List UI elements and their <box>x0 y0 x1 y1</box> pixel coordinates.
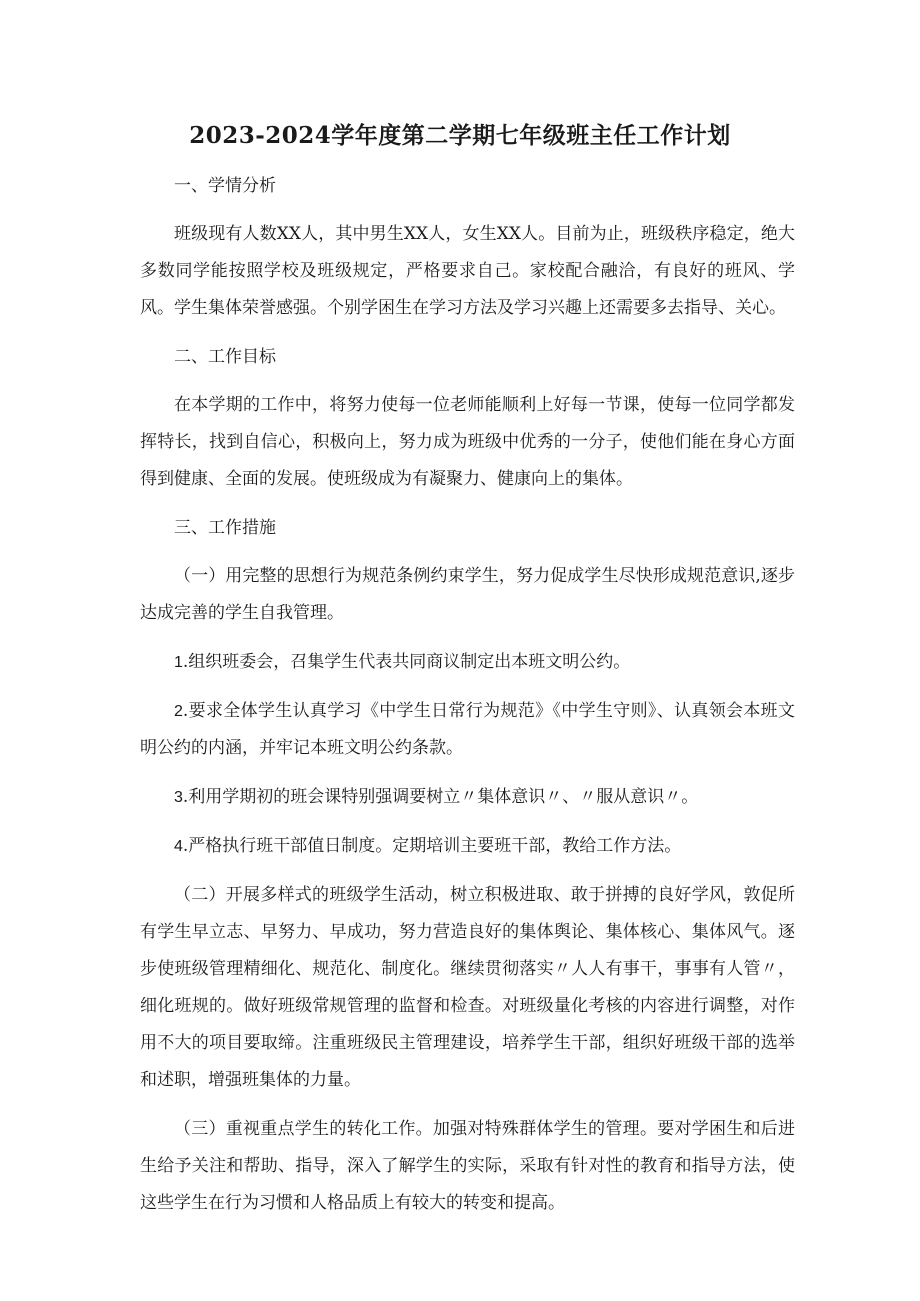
list-item <box>140 779 795 816</box>
list-item-text: .利用学期初的班会课特别强调要树立〃集体意识〃、〃服从意识〃。 <box>182 787 699 807</box>
list-item <box>140 644 795 681</box>
list-item-number: 3 <box>174 789 183 806</box>
section-paragraph-goals: 在本学期的工作中，将努力使每一位老师能顺利上好每一节课，使每一位同学都发挥特长，找到自信心，积极向上，努力成为班级中优秀的一分子，使他们能在身心方面得到健康、全面的发展。使班级成为有凝聚力、健康向上的集体。 <box>140 395 795 489</box>
list-item-text: .要求全体学生认真学习《中学生日常行为规范》《中学生守则》、认真领会本班文明公约的内涵，并牢记本班文明公约条款。 <box>140 701 795 758</box>
subsection-3-paragraph: （三）重视重点学生的转化工作。加强对特殊群体学生的管理。要对学困生和后进生给予关注和帮助、指导，深入了解学生的实际，采取有针对性的教育和指导方法，使这些学生在行为习惯和人格品质上有较大的转变和提高。 <box>140 1119 795 1213</box>
list-item <box>140 693 795 767</box>
list-item-number: 2 <box>174 703 183 720</box>
document-body <box>140 168 795 1234</box>
list-item-number: 1 <box>174 654 183 671</box>
list-item <box>140 828 795 865</box>
document-title: 2023-2024学年度第二学期七年级班主任工作计划 <box>189 122 731 149</box>
subsection-1-paragraph: （一）用完整的思想行为规范条例约束学生，努力促成学生尽快形成规范意识,逐步达成完善的学生自我管理。 <box>140 566 795 623</box>
list-item-text: .严格执行班干部值日制度。定期培训主要班干部，教给工作方法。 <box>182 836 682 856</box>
list-item-text: .组织班委会，召集学生代表共同商议制定出本班文明公约。 <box>182 652 631 672</box>
subsection-2-paragraph: （二）开展多样式的班级学生活动，树立积极进取、敢于拼搏的良好学风，敦促所有学生早立志、早努力、早成功，努力营造良好的集体舆论、集体核心、集体风气。逐步使班级管理精细化、规范化、制度化。继续贯彻落实〃人人有事干，事事有人管〃，细化班规的。做好班级常规管理的监督和检查。对班级量化考核的内容进行调整，对作用不大的项目要取缔。注重班级民主管理建设，培养学生干部，组织好班级干部的选举和述职，增强班集体的力量。 <box>140 885 795 1090</box>
list-item-number: 4 <box>174 838 183 855</box>
section-paragraph-analysis: 班级现有人数XX人，其中男生XX人，女生XX人。目前为止，班级秩序稳定，绝大多数同学能按照学校及班级规定，严格要求自己。家校配合融洽，有良好的班风、学风。学生集体荣誉感强。个别学困生在学习方法及学习兴趣上还需要多去指导、关心。 <box>140 224 795 318</box>
section-heading-analysis: 一、学情分析 <box>174 176 276 196</box>
section-heading-goals: 二、工作目标 <box>174 347 276 367</box>
section-heading-measures: 三、工作措施 <box>174 518 276 538</box>
